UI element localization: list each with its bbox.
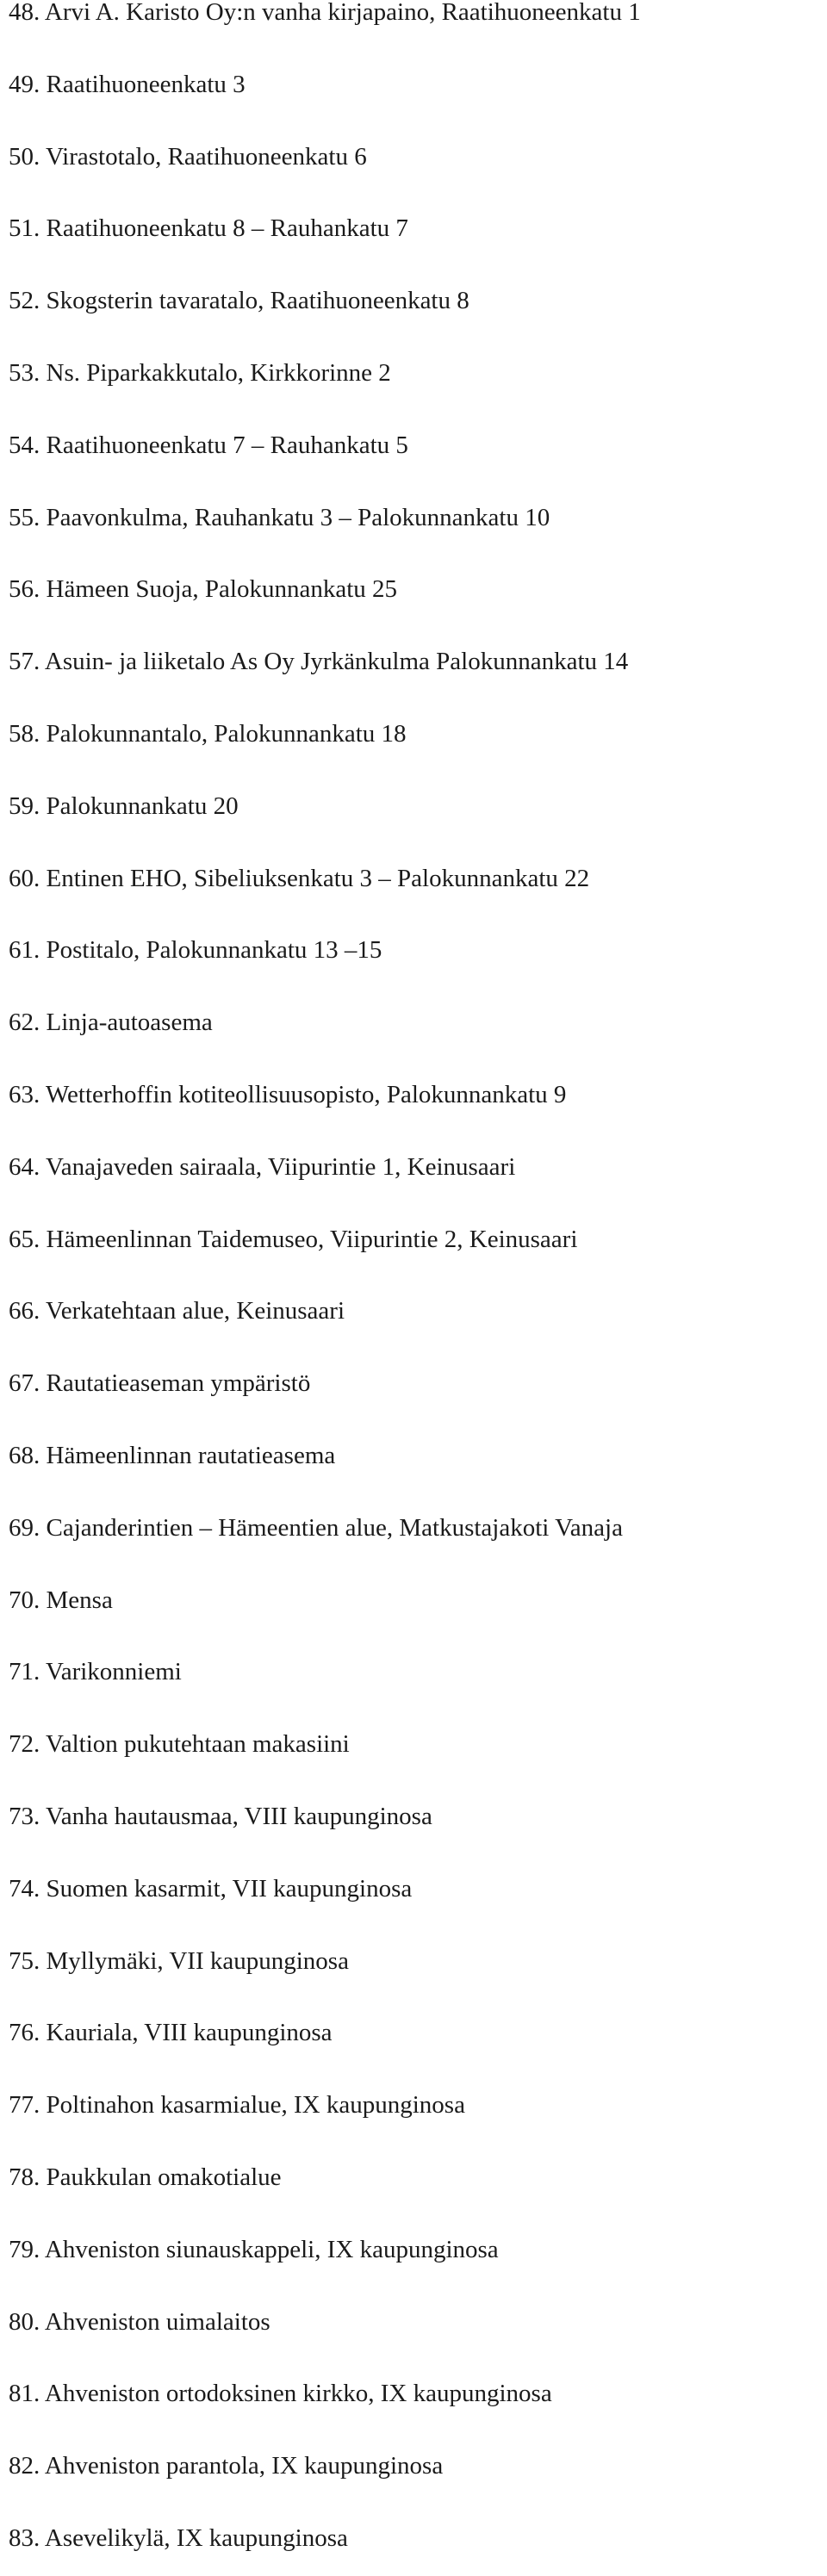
- list-item: [9, 2093, 827, 2165]
- list-item: [9, 1588, 827, 1660]
- list-item: [9, 2454, 827, 2526]
- list-item-text: 54. Raatihuoneenkatu 7 – Rauhankatu 5: [9, 432, 408, 459]
- site-list: [9, 0, 827, 2576]
- list-item: [9, 1804, 827, 1877]
- list-item-text: 61. Postitalo, Palokunnankatu 13 –15: [9, 938, 382, 965]
- list-item-text: 53. Ns. Piparkakkutalo, Kirkkorinne 2: [9, 360, 391, 387]
- list-item-text: 82. Ahveniston parantola, IX kaupunginosa: [9, 2454, 444, 2480]
- list-item-text: 50. Virastotalo, Raatihuoneenkatu 6: [9, 144, 367, 171]
- list-item-text: 76. Kauriala, VIII kaupunginosa: [9, 2020, 333, 2047]
- list-item: [9, 2020, 827, 2093]
- list-item: [9, 145, 827, 217]
- list-item: [9, 289, 827, 361]
- list-item: [9, 794, 827, 866]
- list-item-text: 65. Hämeenlinnan Taidemuseo, Viipurintie 2, Keinusaari: [9, 1226, 578, 1253]
- list-item-text: 83. Asevelikylä, IX kaupunginosa: [9, 2525, 348, 2552]
- list-item: [9, 866, 827, 939]
- list-item-text: 48. Arvi A. Karisto Oy:n vanha kirjapaino, Raatihuoneenkatu 1: [9, 0, 641, 26]
- list-item-text: 56. Hämeen Suoja, Palokunnankatu 25: [9, 577, 398, 604]
- list-item: [9, 1660, 827, 1732]
- list-item: [9, 216, 827, 289]
- list-item: [9, 1299, 827, 1371]
- list-item: [9, 1155, 827, 1227]
- list-item: [9, 1516, 827, 1588]
- list-item-text: 71. Varikonniemi: [9, 1660, 182, 1686]
- list-item-text: 70. Mensa: [9, 1587, 113, 1614]
- list-item-text: 52. Skogsterin tavaratalo, Raatihuoneenkatu 8: [9, 289, 469, 315]
- list-item-text: 63. Wetterhoffin kotiteollisuusopisto, Palokunnankatu 9: [9, 1082, 567, 1108]
- list-item: [9, 433, 827, 506]
- list-item-text: 68. Hämeenlinnan rautatieasema: [9, 1443, 336, 1469]
- list-item-text: 57. Asuin- ja liiketalo As Oy Jyrkänkulma Palokunnankatu 14: [9, 649, 629, 676]
- list-item: [9, 649, 827, 722]
- list-item: [9, 938, 827, 1010]
- list-item-text: 69. Cajanderintien – Hämeentien alue, Matkustajakoti Vanaja: [9, 1515, 623, 1542]
- list-item-text: 73. Vanha hautausmaa, VIII kaupunginosa: [9, 1803, 432, 1830]
- list-item: [9, 2165, 827, 2238]
- list-item-text: 58. Palokunnantalo, Palokunnankatu 18: [9, 721, 407, 748]
- list-item-text: 49. Raatihuoneenkatu 3: [9, 71, 246, 98]
- list-item-text: 72. Valtion pukutehtaan makasiini: [9, 1732, 350, 1759]
- list-item: [9, 1083, 827, 1155]
- list-item-text: 74. Suomen kasarmit, VII kaupunginosa: [9, 1876, 413, 1903]
- list-item: [9, 2526, 827, 2576]
- list-item: [9, 72, 827, 145]
- list-item-text: 78. Paukkulan omakotialue: [9, 2164, 282, 2191]
- list-item-text: 66. Verkatehtaan alue, Keinusaari: [9, 1299, 345, 1325]
- list-item-text: 60. Entinen EHO, Sibeliuksenkatu 3 – Palokunnankatu 22: [9, 866, 590, 892]
- list-item: [9, 1877, 827, 1949]
- list-item: [9, 1949, 827, 2021]
- list-item: [9, 1227, 827, 1300]
- list-item-text: 67. Rautatieaseman ympäristö: [9, 1371, 311, 1398]
- list-item-text: 64. Vanajaveden sairaala, Viipurintie 1, Keinusaari: [9, 1154, 516, 1181]
- list-item: [9, 2381, 827, 2454]
- list-item: [9, 2238, 827, 2310]
- list-item-text: 77. Poltinahon kasarmialue, IX kaupunginosa: [9, 2093, 465, 2120]
- list-item-text: 75. Myllymäki, VII kaupunginosa: [9, 1948, 349, 1975]
- list-item-text: 59. Palokunnankatu 20: [9, 793, 239, 820]
- list-item-text: 80. Ahveniston uimalaitos: [9, 2309, 270, 2336]
- list-item-text: 62. Linja-autoasema: [9, 1010, 213, 1037]
- list-item: [9, 2310, 827, 2382]
- list-item: [9, 0, 827, 72]
- list-item-text: 51. Raatihuoneenkatu 8 – Rauhankatu 7: [9, 216, 408, 243]
- list-item: [9, 722, 827, 794]
- list-item: [9, 1732, 827, 1804]
- list-item-text: 79. Ahveniston siunauskappeli, IX kaupunginosa: [9, 2237, 499, 2263]
- list-item-text: 81. Ahveniston ortodoksinen kirkko, IX kaupunginosa: [9, 2381, 552, 2408]
- list-item: [9, 1010, 827, 1083]
- list-item: [9, 1371, 827, 1443]
- list-item: [9, 506, 827, 578]
- list-item: [9, 361, 827, 433]
- list-item-text: 55. Paavonkulma, Rauhankatu 3 – Palokunnankatu 10: [9, 505, 550, 531]
- list-item: [9, 577, 827, 649]
- list-item: [9, 1443, 827, 1516]
